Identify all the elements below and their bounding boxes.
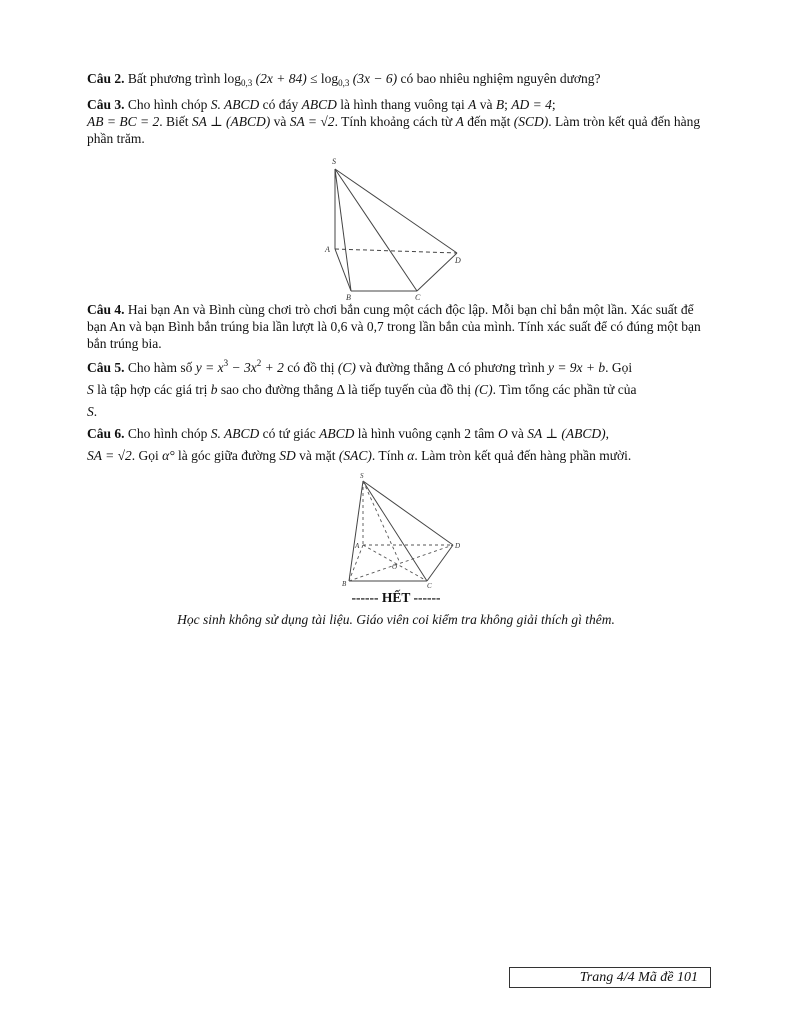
label-S: S <box>360 472 364 480</box>
end-note: Học sinh không sử dụng tài liệu. Giáo viên coi kiểm tra không giải thích gì thêm. <box>177 612 615 627</box>
figure-pyramid-trapezoid <box>87 153 705 301</box>
edge-CD <box>427 545 453 581</box>
question-6-label: Câu 6. <box>87 426 125 441</box>
label-B: B <box>342 580 347 588</box>
q2-log-right: $\log_{0,3}$ <box>320 71 350 88</box>
question-5: Câu 5. Cho hàm số $y = x^3 - 3x^2 + 2$ có đồ thị (C) và đường thẳng Δ có phương trình y = 9x + b. Gọi S là tập hợp các giá trị b sao cho đường thẳng Δ là tiếp tuyến của đồ thị (C). Tìm tổng các phần tử của S. <box>87 358 637 419</box>
label-A: A <box>355 542 360 550</box>
label-D: D <box>455 256 461 265</box>
question-2: Câu 2. Bất phương trình $\log_{0,3} (2x + 84) \le \log_{0,3} (3x - 6)$ có bao nhiêu nghiệm nguyên dương? <box>87 71 601 88</box>
question-3-label: Câu 3. <box>87 97 125 112</box>
edge-SC <box>335 169 417 291</box>
label-C: C <box>427 582 432 589</box>
edge-SD <box>335 169 457 253</box>
label-S: S <box>332 157 336 166</box>
label-A: A <box>325 245 330 254</box>
q2-log-left: $\log_{0,3}$ <box>223 71 253 88</box>
label-D: D <box>455 542 461 550</box>
question-5-label: Câu 5. <box>87 360 125 375</box>
diag-BD-hidden <box>349 545 453 581</box>
question-2-label: Câu 2. <box>87 71 125 86</box>
edge-SD <box>363 481 453 545</box>
edge-AD-hidden <box>335 249 457 253</box>
end-title: ------ HẾT ------ <box>351 590 441 605</box>
question-3: Câu 3. Cho hình chóp S. ABCD có đáy ABCD là hình thang vuông tại A và B; AD = 4; AB = BC = 2. Biết SA ⊥ (ABCD) và SA = √2. Tính khoảng cách từ A đến mặt (SCD). Làm tròn kết quả đến hàng phần trăm. <box>87 97 701 146</box>
label-C: C <box>415 293 421 301</box>
label-B: B <box>346 293 351 301</box>
edge-CD <box>417 253 457 291</box>
label-O: O <box>392 563 398 571</box>
edge-SO-hidden <box>363 481 400 563</box>
exam-page <box>87 70 705 629</box>
q5-function: $y = x^3 - 3x^2 + 2$ <box>195 358 284 375</box>
question-4: Câu 4. Hai bạn An và Bình cùng chơi trò chơi bắn cung một cách độc lập. Mỗi bạn chỉ bắn một lần. Xác suất để bạn An và bạn Bình bắn trúng bia lần lượt là 0,6 và 0,7 trong lần bắn của mình. Tính xác suất để có đúng một bạn bắn trúng bia. <box>87 302 701 351</box>
edge-SB <box>335 169 351 291</box>
page-footer: Trang 4/4 Mã đề 101 <box>509 967 711 988</box>
figure-pyramid-square <box>87 471 705 589</box>
question-4-label: Câu 4. <box>87 302 125 317</box>
question-6: Câu 6. Cho hình chóp S. ABCD có tứ giác ABCD là hình vuông cạnh 2 tâm O và SA ⊥ (ABCD), SA = √2. Gọi α° là góc giữa đường SD và mặt (SAC). Tính α. Làm tròn kết quả đến hàng phần mười. <box>87 426 632 463</box>
edge-SB <box>349 481 363 581</box>
